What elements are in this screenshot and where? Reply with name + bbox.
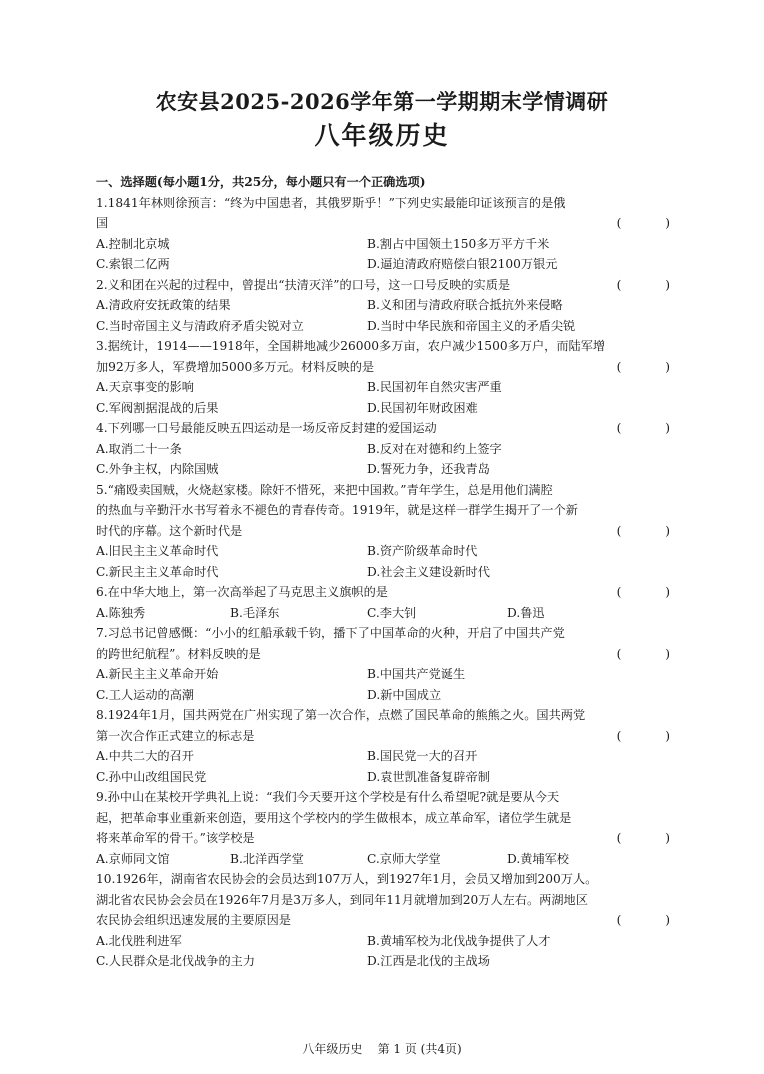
answer-bracket: ( ) — [616, 359, 690, 374]
question-text: 8.1924年1月，国共两党在广州实现了第一次合作，点燃了国民革命的熊熊之火。国共两党 — [96, 708, 586, 722]
option-D: D.誓死力争，还我青岛 — [367, 462, 490, 476]
options-row — [96, 439, 684, 460]
option-C: C.新民主主义革命时代 — [96, 564, 219, 579]
question-text: 国 — [96, 216, 109, 230]
question-5 — [96, 480, 690, 583]
option-B: B.反对在对德和约上签字 — [367, 441, 502, 456]
answer-bracket: ( ) — [616, 523, 690, 538]
question-text: 加92万多人，军费增加5000多万元。材料反映的是 — [96, 359, 375, 374]
question-2 — [96, 275, 690, 337]
option-A: A.旧民主主义革命时代 — [96, 544, 219, 558]
option-C: C.当时帝国主义与清政府矛盾尖锐对立 — [96, 318, 304, 333]
options-row — [96, 562, 684, 583]
question-stem-line — [96, 890, 684, 911]
option-D: D.鲁迅 — [507, 605, 545, 620]
option-A: A.新民主主义革命开始 — [96, 667, 219, 681]
answer-bracket: ( ) — [616, 585, 690, 599]
answer-bracket: ( ) — [616, 421, 690, 435]
question-8 — [96, 705, 690, 787]
exam-subject: 八年级历史 — [314, 121, 450, 150]
answer-bracket: ( ) — [616, 646, 690, 661]
option-B: B.北洋西学堂 — [230, 851, 304, 866]
option-B: B.毛泽东 — [230, 605, 280, 620]
option-C: C.外争主权，内除国贼 — [96, 462, 219, 476]
question-text: 时代的序幕。这个新时代是 — [96, 523, 243, 538]
question-stem-line — [96, 623, 684, 644]
question-stem-line — [96, 910, 690, 931]
question-stem-line — [96, 726, 690, 747]
option-A: A.控制北京城 — [96, 236, 170, 251]
question-stem-line — [96, 275, 690, 296]
question-text: 的热血与辛勤汗水书写着永不褪色的青春传奇。1919年，就是这样一群学生揭开了一个新 — [96, 503, 578, 517]
option-D: D.当时中华民族和帝国主义的矛盾尖锐 — [367, 318, 576, 333]
question-text: 农民协会组织迅速发展的主要原因是 — [96, 913, 291, 927]
question-stem-line — [96, 869, 684, 890]
option-C: C.京师大学堂 — [367, 851, 441, 866]
option-C: C.李大钊 — [367, 605, 417, 620]
options-row — [96, 295, 684, 316]
question-9 — [96, 787, 690, 869]
question-stem-line — [96, 582, 690, 603]
question-stem-line — [96, 808, 684, 829]
option-A: A.京师同文馆 — [96, 851, 170, 866]
option-B: B.黄埔军校为北伐战争提供了人才 — [367, 933, 551, 948]
option-B: B.资产阶级革命时代 — [367, 544, 478, 558]
options-row — [96, 603, 684, 624]
question-text: 7.习总书记曾感慨：“小小的红船承载千钧，播下了中国革命的火种，开启了中国共产党 — [96, 626, 565, 640]
question-stem-line — [96, 500, 684, 521]
options-row — [96, 316, 684, 337]
options-row — [96, 398, 684, 419]
question-6 — [96, 582, 690, 623]
answer-bracket: ( ) — [616, 728, 690, 743]
options-row — [96, 459, 684, 480]
question-text: 9.孙中山在某校开学典礼上说：“我们今天要开这个学校是有什么希望呢?就是要从今天 — [96, 790, 560, 804]
question-stem-line — [96, 336, 684, 357]
question-text: 的跨世纪航程”。材料反映的是 — [96, 646, 261, 661]
option-D: D.袁世凯准备复辟帝制 — [367, 769, 490, 784]
question-stem-line — [96, 213, 690, 234]
question-stem-line — [96, 705, 684, 726]
page-footer: 八年级历史 第 1 页 (共4页) — [302, 1042, 462, 1056]
options-row — [96, 767, 684, 788]
options-row — [96, 254, 684, 275]
question-text: 湖北省农民协会会员在1926年7月是3万多人，到同年11月就增加到20万人左右。两湖地区 — [96, 892, 588, 907]
option-D: D.社会主义建设新时代 — [367, 564, 490, 579]
question-10 — [96, 869, 690, 972]
question-text: 10.1926年，湖南省农民协会的会员达到107万人，到1927年1月，会员又增加到200万人。 — [96, 872, 598, 886]
options-row — [96, 685, 684, 706]
question-stem-line — [96, 787, 684, 808]
option-B: B.中国共产党诞生 — [367, 667, 466, 681]
option-D: D.逼迫清政府赔偿白银2100万银元 — [367, 257, 558, 271]
question-stem-line — [96, 828, 690, 849]
question-text: 4.下列哪一口号最能反映五四运动是一场反帝反封建的爱国运动 — [96, 421, 437, 435]
options-row — [96, 746, 684, 767]
question-1 — [96, 193, 690, 275]
question-text: 3.据统计，1914——1918年，全国耕地减少26000多万亩，农户减少1500多万户，而陆军增 — [96, 339, 606, 353]
question-text: 2.义和团在兴起的过程中，曾提出“扶清灭洋”的口号，这一口号反映的实质是 — [96, 277, 511, 292]
option-A: A.北伐胜利进军 — [96, 933, 182, 948]
option-B: B.民国初年自然灾害严重 — [367, 380, 502, 394]
question-stem-line — [96, 418, 690, 439]
question-text: 5.“痛殴卖国贼，火烧赵家楼。除奸不惜死，来把中国救。”青年学生，总是用他们满腔 — [96, 482, 553, 497]
options-row — [96, 931, 684, 952]
answer-bracket: ( ) — [616, 831, 690, 845]
question-text: 6.在中华大地上，第一次高举起了马克思主义旗帜的是 — [96, 585, 388, 599]
answer-bracket: ( ) — [616, 913, 690, 927]
option-A: A.中共二大的召开 — [96, 749, 194, 763]
option-C: C.军阀割据混战的后果 — [96, 400, 219, 415]
question-text: 第一次合作正式建立的标志是 — [96, 728, 255, 743]
option-C: C.工人运动的高潮 — [96, 687, 195, 702]
option-B: B.国民党一大的召开 — [367, 749, 478, 763]
option-A: A.取消二十一条 — [96, 441, 182, 456]
option-A: A.天京事变的影响 — [96, 380, 194, 394]
question-3 — [96, 336, 690, 418]
options-row — [96, 377, 684, 398]
option-C: C.索银二亿两 — [96, 257, 170, 271]
question-text: 1.1841年林则徐预言：“终为中国患者，其俄罗斯乎！”下列史实最能印证该预言的是俄 — [96, 195, 566, 210]
options-row — [96, 234, 684, 255]
question-7 — [96, 623, 690, 705]
options-row — [96, 849, 684, 870]
question-list — [96, 172, 690, 972]
option-C: C.人民群众是北伐战争的主力 — [96, 954, 256, 968]
option-D: D.江西是北伐的主战场 — [367, 954, 490, 968]
option-A: A.清政府安抚政策的结果 — [96, 298, 231, 312]
question-4 — [96, 418, 690, 480]
options-row — [96, 541, 684, 562]
question-stem-line — [96, 193, 684, 214]
exam-title: 农安县2025-2026学年第一学期期末学情调研 — [155, 89, 609, 114]
question-stem-line — [96, 521, 690, 542]
options-row — [96, 664, 684, 685]
options-row — [96, 951, 684, 972]
answer-bracket: ( ) — [616, 277, 690, 292]
option-B: B.义和团与清政府联合抵抗外来侵略 — [367, 298, 563, 312]
question-stem-line — [96, 357, 690, 378]
question-text: 起，把革命事业重新来创造，要用这个学校内的学生做根本，成立革命军，诸位学生就是 — [96, 810, 572, 825]
option-D: D.黄埔军校 — [507, 851, 569, 866]
option-C: C.孙中山改组国民党 — [96, 769, 207, 784]
option-D: D.民国初年财政困难 — [367, 400, 478, 415]
section-heading: 一、选择题(每小题1分，共25分，每小题只有一个正确选项) — [96, 175, 426, 189]
question-text: 将来革命军的骨干。”该学校是 — [96, 831, 255, 845]
option-D: D.新中国成立 — [367, 687, 442, 702]
option-A: A.陈独秀 — [96, 605, 146, 620]
question-stem-line — [96, 480, 684, 501]
option-B: B.割占中国领土150多万平方千米 — [367, 236, 550, 251]
question-stem-line — [96, 644, 690, 665]
answer-bracket: ( ) — [616, 216, 690, 230]
